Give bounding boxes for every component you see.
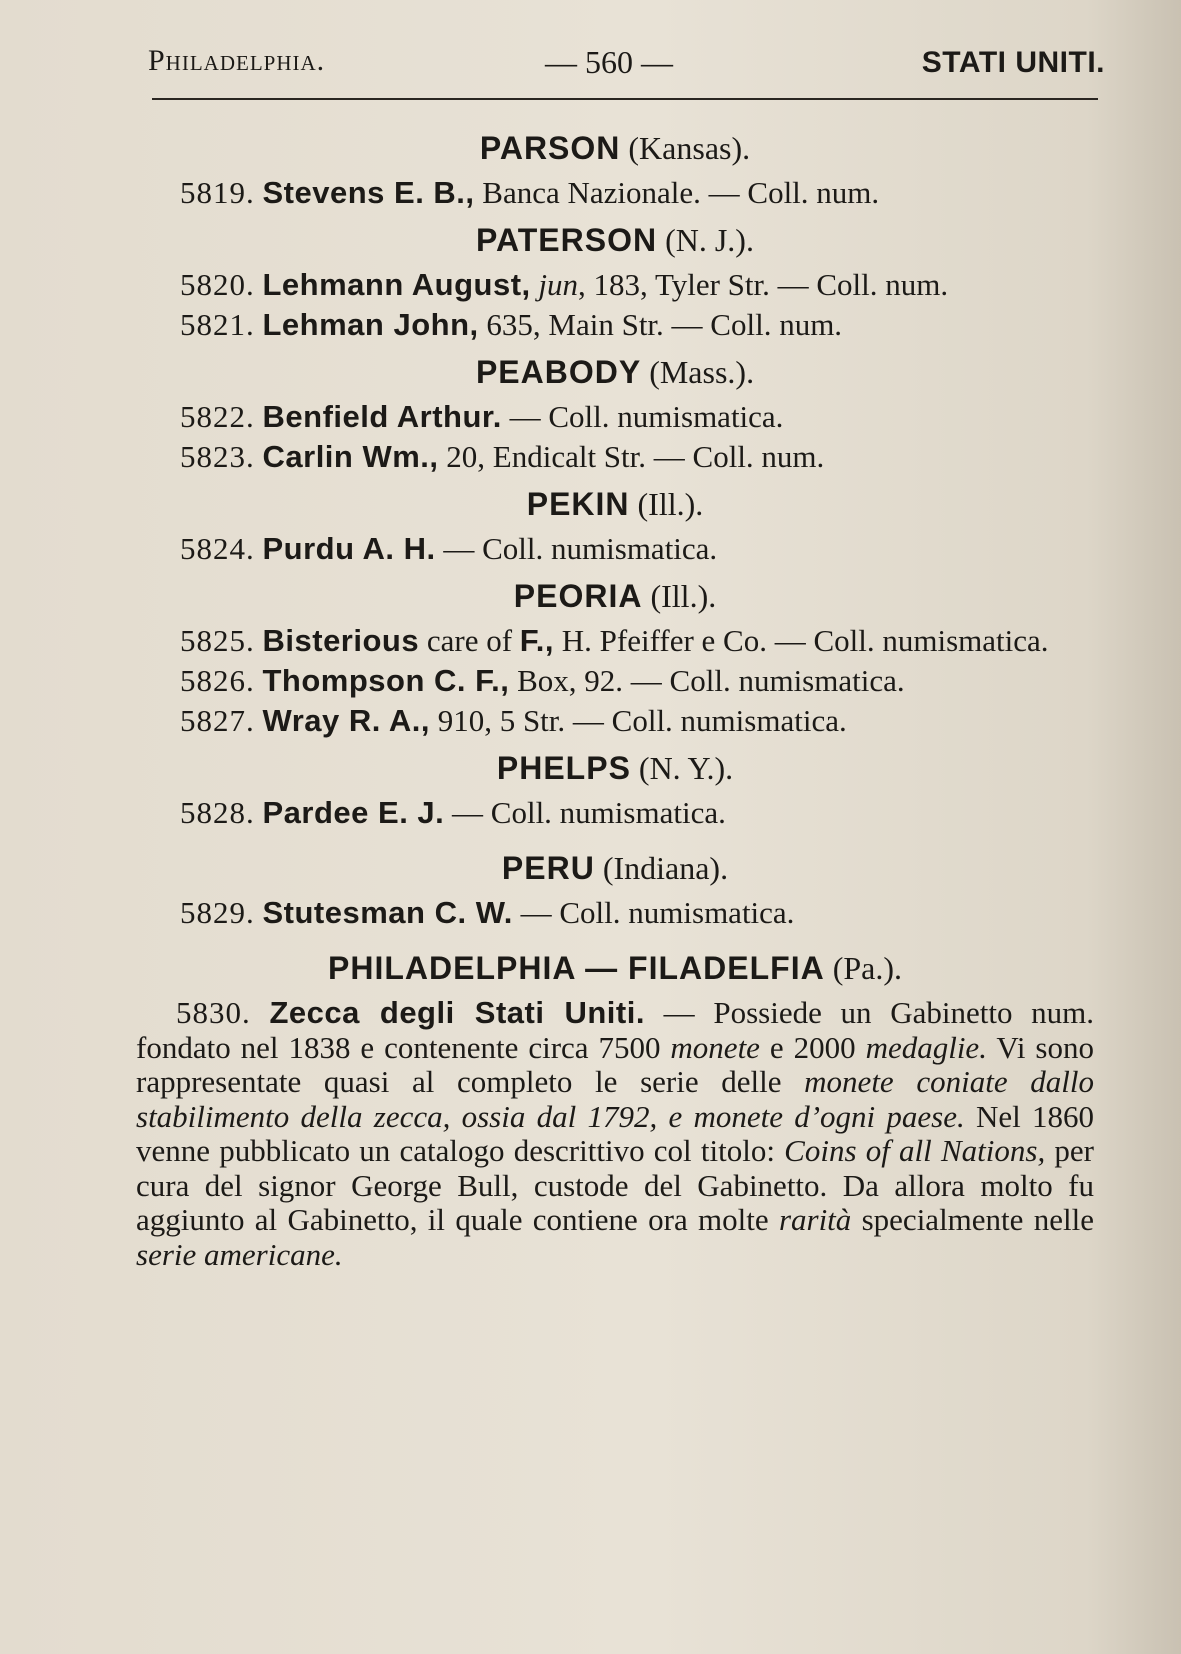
entry-italic: serie americane. <box>136 1236 343 1272</box>
entry-desc: 20, Endicalt Str. — Coll. num. <box>438 439 825 474</box>
state-name: (N. J.). <box>665 222 754 258</box>
entry-name: Lehman John, <box>262 307 479 342</box>
entry-name: Lehmann August, <box>262 267 531 302</box>
entry-text: specialmente nelle <box>851 1202 1094 1237</box>
list-item <box>136 176 1094 210</box>
entry-name: Pardee E. J. <box>262 795 445 830</box>
entry-text: Vi sono rappresentate quasi al completo le serie delle <box>136 1029 1094 1099</box>
entry-number: 5828. <box>180 795 255 830</box>
entry-name-2: F., <box>519 623 555 658</box>
section-heading <box>136 220 1094 260</box>
entry-number: 5829. <box>180 895 255 930</box>
entry-desc: Box, 92. — Coll. numismatica. <box>509 663 905 698</box>
place-name: PHILADELPHIA — FILADELFIA <box>328 950 825 986</box>
entry-text: — Possiede un Gabinetto num. fondato nel 1838 e contenente circa 7500 <box>136 995 1095 1065</box>
entry-number: 5821. <box>180 307 255 342</box>
section-heading <box>136 748 1094 788</box>
section-heading <box>136 848 1094 888</box>
place-name: PERU <box>501 850 595 886</box>
entry-number: 5820. <box>180 267 255 302</box>
entry-name: Thompson C. F., <box>262 663 510 698</box>
entry-italic: monete <box>670 1029 760 1065</box>
list-item <box>136 532 1094 566</box>
entry-desc: — Coll. numismatica. <box>444 795 726 830</box>
header-rule <box>152 98 1098 100</box>
state-name: (Mass.). <box>649 354 755 390</box>
entry-italic: rarità <box>778 1202 852 1237</box>
entry-number: 5826. <box>180 663 255 698</box>
entry-text: per cura del signor George Bull, custode del Gabinetto. Da allora molto fu aggiunto al Gabinetto, il quale contiene ora molte <box>136 1133 1094 1237</box>
list-item <box>136 308 1094 342</box>
place-name: PARSON <box>479 130 621 166</box>
place-name: PEKIN <box>526 486 630 522</box>
place-name: PATERSON <box>476 222 658 258</box>
entry-name: Bisterious <box>262 623 420 658</box>
entry-text: Nel 1860 venne pubblicato un catalogo descrittivo col titolo: <box>136 1098 1094 1168</box>
entry-desc: — Coll. numismatica. <box>435 531 718 566</box>
entry-italic: monete coniate dallo stabilimento della zecca, ossia dal 1792, e monete d’ogni paese. <box>136 1064 1094 1134</box>
entry-number: 5823. <box>180 439 255 474</box>
list-item <box>136 704 1094 738</box>
entry-number: 5822. <box>180 399 255 434</box>
section-heading <box>136 484 1094 524</box>
entry-name: Wray R. A., <box>262 703 430 738</box>
entry-number: 5825. <box>180 623 255 658</box>
entry-number: 5827. <box>180 703 255 738</box>
list-item <box>136 624 1094 658</box>
entry-italic: medaglie. <box>865 1029 987 1065</box>
state-name: (Ill.). <box>637 486 704 522</box>
section-heading <box>136 352 1094 392</box>
section-heading <box>136 576 1094 616</box>
entry-number: 5824. <box>180 531 255 566</box>
entry-desc: 635, Main Str. — Coll. num. <box>478 307 843 342</box>
entry-desc: care of <box>419 623 520 658</box>
entry-desc: , 183, Tyler Str. — Coll. num. <box>578 267 949 302</box>
place-name: PHELPS <box>496 750 631 786</box>
entry-name: Stutesman C. W. <box>262 895 513 930</box>
page-body <box>136 118 1094 1278</box>
entry-name: Carlin Wm., <box>262 439 439 474</box>
entry-name: Benfield Arthur. <box>262 399 502 434</box>
entry-desc-2: H. Pfeiffer e Co. — Coll. numismatica. <box>554 623 1049 658</box>
entry-desc: Banca Nazionale. — Coll. num. <box>474 175 880 210</box>
list-item <box>136 664 1094 698</box>
list-item <box>136 268 1094 302</box>
place-name: PEORIA <box>513 578 643 614</box>
entry-italic: Coins of all Nations, <box>784 1133 1046 1168</box>
entry-number: 5830. <box>176 995 251 1030</box>
list-item <box>136 400 1094 434</box>
entry-italic: jun <box>538 267 578 302</box>
entry-text: e 2000 <box>759 1029 866 1065</box>
state-name: (Pa.). <box>832 950 902 986</box>
running-head-right: STATI UNITI. <box>921 46 1105 79</box>
running-head-left: Philadelphia. <box>148 44 326 77</box>
page-number: — 560 — <box>545 44 673 80</box>
state-name: (N. Y.). <box>638 750 734 786</box>
state-name: (Kansas). <box>628 130 751 166</box>
section-heading <box>136 128 1094 168</box>
entry-desc: — Coll. numismatica. <box>512 895 795 930</box>
entry-name: Purdu A. H. <box>262 531 436 566</box>
list-item <box>136 440 1094 474</box>
list-item <box>136 896 1094 930</box>
entry-desc: 910, 5 Str. — Coll. numismatica. <box>429 703 847 738</box>
place-name: PEABODY <box>475 354 642 390</box>
entry-number: 5819. <box>180 175 255 210</box>
section-heading <box>136 948 1094 988</box>
state-name: (Ill.). <box>650 578 717 614</box>
state-name: (Indiana). <box>602 850 729 886</box>
list-item <box>136 796 1094 830</box>
entry-name: Stevens E. B., <box>262 175 475 210</box>
list-item <box>136 996 1094 1272</box>
entry-name: Zecca degli Stati Uniti. <box>269 995 645 1030</box>
entry-desc: — Coll. numismatica. <box>501 399 784 434</box>
